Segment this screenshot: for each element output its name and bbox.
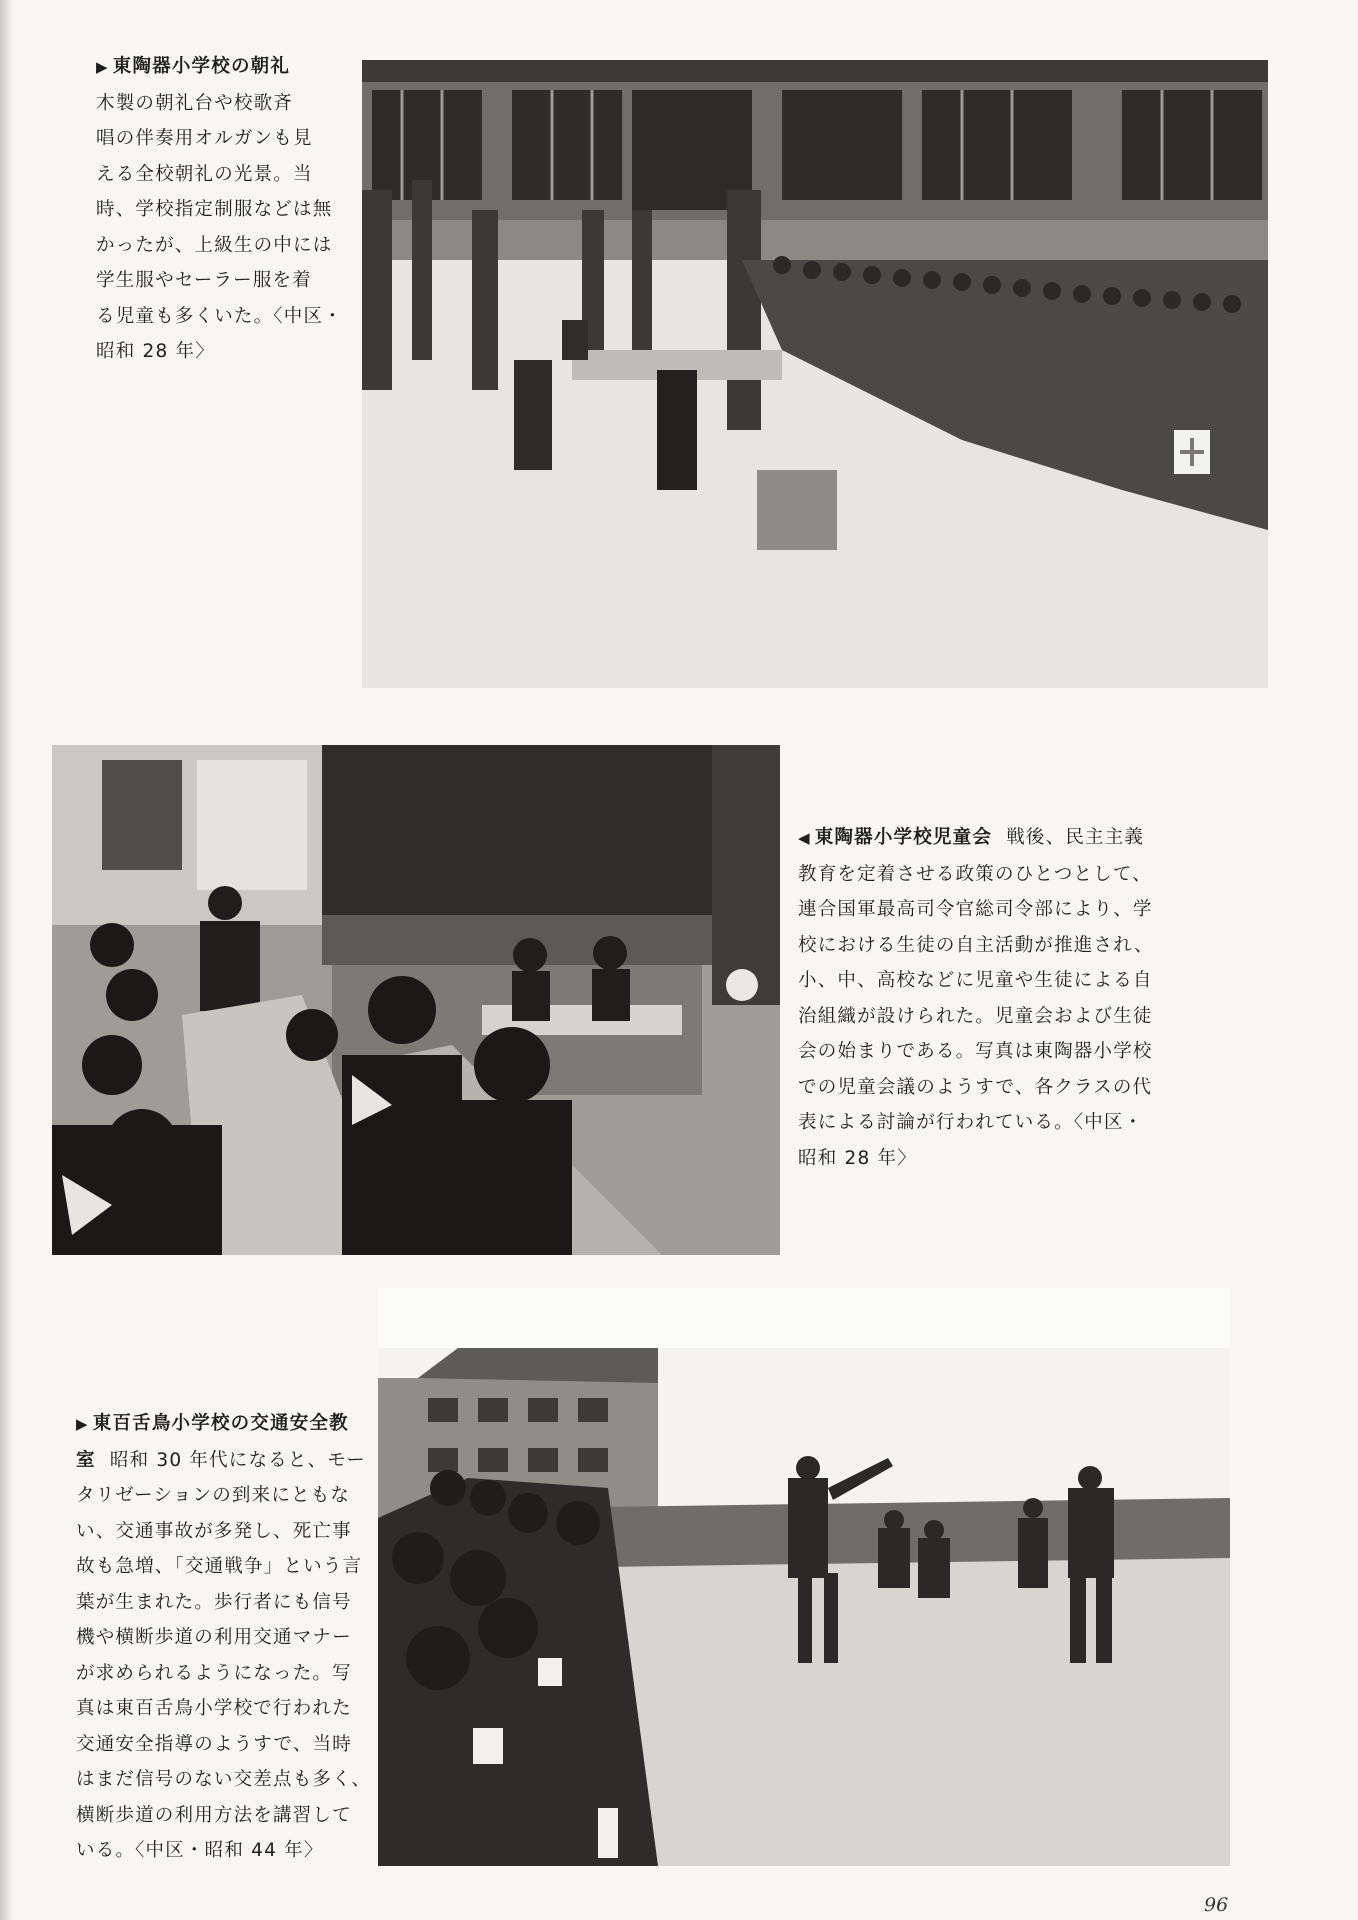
page-gutter-edge [0, 0, 14, 1920]
caption-line: 昭和 28 年〉 [96, 341, 215, 362]
caption-line: い、交通事故が多発し、死亡事 [76, 1520, 352, 1542]
caption-line: が求められるようになった。写 [76, 1662, 352, 1684]
caption-heading [96, 49, 352, 86]
caption-line: 葉が生まれた。歩行者にも信号 [76, 1591, 352, 1613]
caption-line: 故も急増、「交通戦争」という言 [76, 1556, 363, 1577]
caption-line: 校における生徒の自主活動が推進され、 [798, 934, 1154, 956]
caption-student-council [798, 820, 1188, 1176]
arrow-right-icon: ▶ [96, 58, 109, 76]
caption-line: 機や横断歩道の利用交通マナー [76, 1627, 352, 1648]
caption-line: る児童も多くいた。〈中区・ [96, 305, 343, 327]
caption-line: 交通安全指導のようすで、当時 [76, 1733, 352, 1755]
caption-line: 昭和 28 年〉 [798, 1147, 917, 1169]
caption-line: 会の始まりである。写真は東陶器小学校 [798, 1041, 1153, 1062]
photo-traffic-safety-class [378, 1288, 1230, 1866]
caption-line: 横断歩道の利用方法を講習して [76, 1804, 352, 1826]
caption-line: 表による討論が行われている。〈中区・ [798, 1112, 1144, 1133]
caption-morning-assembly [96, 49, 352, 370]
caption-heading [798, 827, 992, 848]
arrow-left-icon: ◀ [798, 829, 811, 847]
caption-line: いる。〈中区・昭和 44 年〉 [76, 1840, 324, 1861]
page-number: 96 [1204, 1894, 1229, 1916]
caption-title: 東百舌鳥小学校の交通安全教 [92, 1413, 349, 1434]
photo-morning-assembly [362, 60, 1268, 688]
caption-line: かったが、上級生の中には [96, 234, 333, 256]
caption-line: での児童会議のようすで、各クラスの代 [798, 1076, 1153, 1098]
caption-title: 東陶器小学校の朝礼 [112, 56, 291, 77]
caption-line: 学生服やセーラー服を着 [96, 270, 312, 291]
caption-line: 戦後、民主主義 [1006, 827, 1145, 848]
caption-title: 東陶器小学校児童会 [814, 827, 993, 848]
arrow-right-icon: ▶ [76, 1415, 89, 1433]
caption-heading-continued: 室 [76, 1449, 96, 1471]
caption-line: はまだ信号のない交差点も多く、 [76, 1769, 372, 1790]
caption-line: 木製の朝礼台や校歌斉 [96, 92, 294, 114]
caption-line: 小、中、高校などに児童や生徒による自 [798, 970, 1153, 991]
caption-line: える全校朝礼の光景。当 [96, 163, 313, 185]
caption-line: 唱の伴奏用オルガンも見 [96, 128, 313, 149]
caption-line: タリゼーションの到来にともな [76, 1485, 351, 1506]
caption-line: 連合国軍最高司令官総司令部により、学 [798, 899, 1153, 920]
caption-heading [76, 1406, 376, 1443]
caption-traffic-safety-class [76, 1406, 376, 1869]
caption-line: 真は東百舌鳥小学校で行われた [76, 1698, 352, 1719]
caption-line: 昭和 30 年代になると、モー [109, 1449, 366, 1471]
photo-student-council [52, 745, 780, 1255]
caption-line: 時、学校指定制服などは無 [96, 199, 333, 220]
caption-line: 治組織が設けられた。児童会および生徒 [798, 1005, 1153, 1027]
caption-line: 教育を定着させる政策のひとつとして、 [798, 863, 1152, 885]
